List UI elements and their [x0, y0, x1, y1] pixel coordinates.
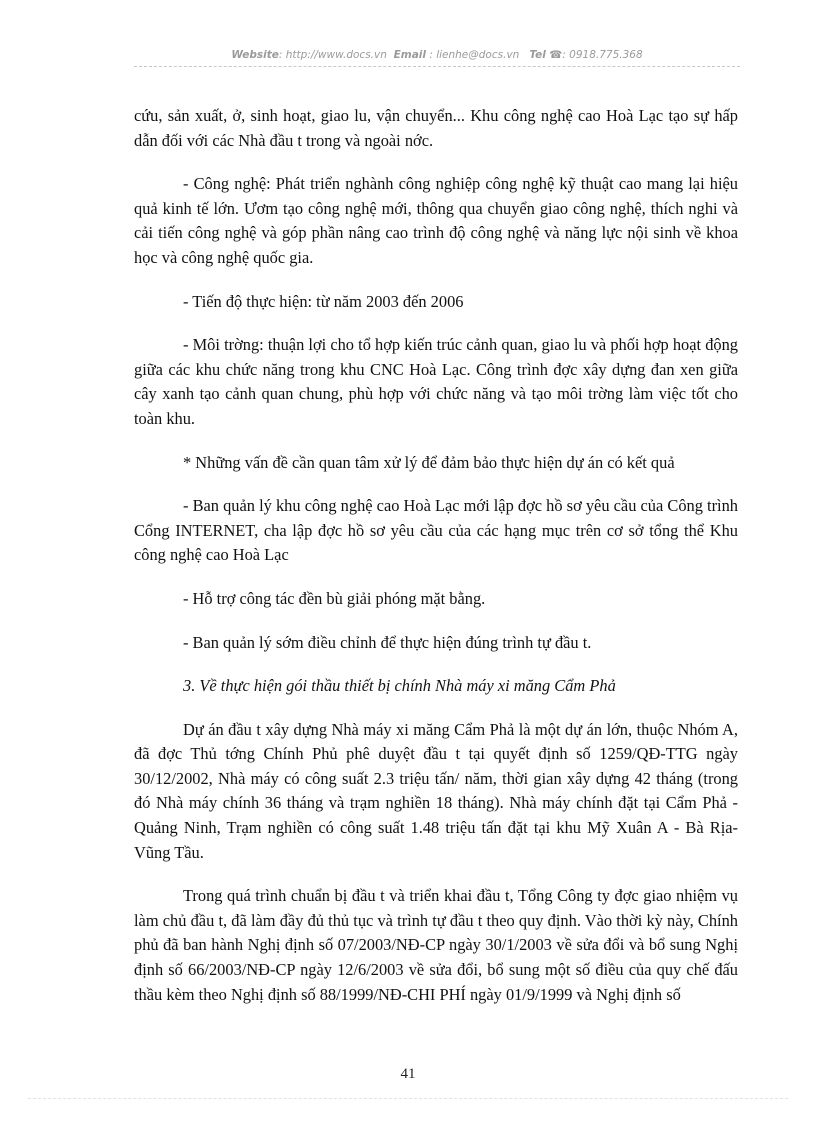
header-divider — [134, 66, 740, 67]
footer-divider — [28, 1098, 788, 1099]
website-value: : http://www.docs.vn — [278, 49, 387, 61]
section-heading-3: 3. Về thực hiện gói thầu thiết bị chính Nhà máy xi măng Cẩm Phả — [183, 676, 616, 696]
paragraph-1: cứu, sản xuất, ở, sinh hoạt, giao lu, vận chuyển... Khu công nghệ cao Hoà Lạc tạo sự hấp dẫn đối với các Nhà đầu t trong và ngoài nớc. — [134, 106, 738, 150]
paragraph-compensation: - Hỗ trợ công tác đền bù giải phóng mặt bằng. — [183, 588, 486, 608]
telephone-icon: ☎ — [549, 49, 563, 61]
paragraph-cam-pha-project: Dự án đầu t xây dựng Nhà máy xi măng Cẩm Phả là một dự án lớn, thuộc Nhóm A, đã đợc Thủ tớng Chính Phủ phê duyệt đầu t tại quyết định số 1259/QĐ-TTG ngày 30/12/2002, Nhà máy có công suất 2.3 triệu tấn/ năm, thời gian xây dựng 42 tháng (trong đó Nhà máy chính 36 tháng và trạm nghiền 18 tháng). Nhà máy chính đặt tại Cẩm Phả - Quảng Ninh, Trạm nghiền có công suất 1.48 triệu tấn đặt tại khu Mỹ Xuân A - Bà Rịa- Vũng Tầu. — [134, 719, 738, 862]
paragraph-adjustment: - Ban quản lý sớm điều chỉnh để thực hiện đúng trình tự đầu t. — [183, 632, 592, 652]
tel-label: Tel — [529, 49, 546, 61]
paragraph-management-board: - Ban quản lý khu công nghệ cao Hoà Lạc mới lập đợc hồ sơ yêu cầu của Công trình Cổng INTERNET, cha lập đợc hồ sơ yêu cầu của các hạng mục trên cơ sở tổng thể Khu công nghệ cao Hoà Lạc — [134, 496, 738, 565]
page-header — [134, 49, 740, 61]
paragraph-issues-heading: * Những vấn đề cần quan tâm xử lý để đảm bảo thực hiện dự án có kết quả — [183, 452, 675, 472]
paragraph-schedule: - Tiến độ thực hiện: từ năm 2003 đến 2006 — [183, 291, 464, 311]
website-label: Website — [231, 49, 279, 61]
paragraph-investment-process: Trong quá trình chuẩn bị đầu t và triển khai đầu t, Tổng Công ty đợc giao nhiệm vụ làm chủ đầu t, đã làm đầy đủ thủ tục và trình tự đầu t theo quy định. Vào thời kỳ này, Chính phủ đã ban hành Nghị định số 07/2003/NĐ-CP ngày 30/1/2003 về sửa đổi và bổ sung Nghị định số 66/2003/NĐ-CP ngày 12/6/2003 về sửa đổi, bổ sung một số điều của quy chế đấu thầu kèm theo Nghị định số 88/1999/NĐ-CHI PHÍ ngày 01/9/1999 và Nghị định số — [134, 886, 738, 1004]
paragraph-technology: - Công nghệ: Phát triển nghành công nghiệp công nghệ kỹ thuật cao mang lại hiệu quả kinh tế lớn. Ươm tạo công nghệ mới, thông qua chuyển giao công nghệ, thích nghi và cải tiến công nghệ và góp phần nâng cao trình độ công nghệ và năng lực nội sinh về khoa học và công nghệ quốc gia. — [134, 174, 738, 267]
tel-value: : 0918.775.368 — [562, 49, 643, 61]
email-value: : lienhe@docs.vn — [429, 49, 520, 61]
page-number: 41 — [400, 1066, 416, 1082]
document-body — [134, 104, 738, 1026]
email-label: Email — [393, 49, 426, 61]
paragraph-environment: - Môi trờng: thuận lợi cho tổ hợp kiến trúc cảnh quan, giao lu và phối hợp hoạt động giữa các khu chức năng trong khu CNC Hoà Lạc. Công trình đợc xây dựng đan xen giữa cây xanh tạo cảnh quan chung, phù hợp với chức năng và tạo môi trờng làm việc tốt cho toàn khu. — [134, 335, 738, 428]
